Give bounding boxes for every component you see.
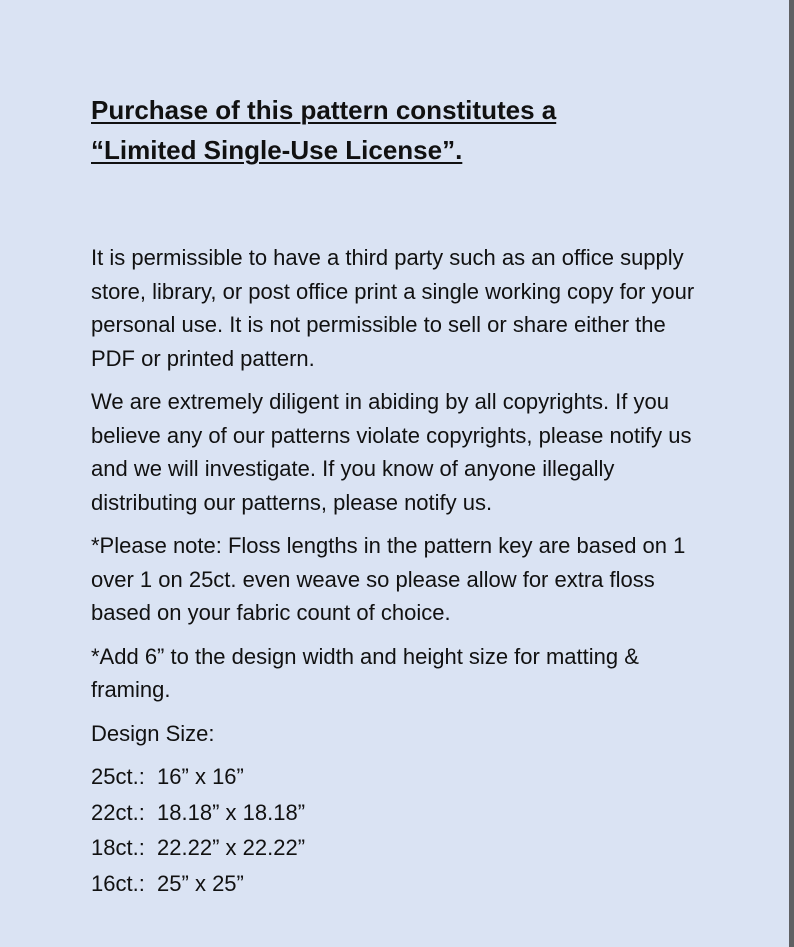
design-dimensions: 25” x 25” [157, 870, 244, 896]
license-heading [91, 90, 711, 170]
design-size-label: Design Size: [91, 720, 215, 746]
design-dimensions: 18.18” x 18.18” [157, 799, 306, 825]
page-edge-shadow [789, 0, 794, 947]
design-size-row [91, 867, 711, 901]
fabric-count: 18ct.: [91, 835, 145, 860]
fabric-count: 22ct.: [91, 799, 145, 825]
design-dimensions: 22.22” x 22.22” [157, 835, 306, 860]
design-size-row [91, 760, 711, 794]
fabric-count: 25ct.: [91, 764, 145, 789]
license-heading-line-1: Purchase of this pattern constitutes a [91, 95, 557, 125]
print-permission-paragraph: It is permissible to have a third party such as an office supply store, library, or post office print a single working copy for your personal use. It is not permissible to sell or share either the PDF or printed pattern. [91, 245, 695, 371]
design-size-row [91, 831, 711, 865]
floss-note-paragraph: *Please note: Floss lengths in the pattern key are based on 1 over 1 on 25ct. even weave so please allow for extra floss based on your fabric count of choice. [91, 533, 686, 625]
matting-note-paragraph: *Add 6” to the design width and height size for matting & framing. [91, 643, 639, 702]
fabric-count: 16ct.: [91, 870, 145, 896]
design-size-row [91, 796, 711, 830]
license-notice [91, 90, 711, 902]
design-dimensions: 16” x 16” [157, 764, 244, 789]
copyright-paragraph: We are extremely diligent in abiding by all copyrights. If you believe any of our patterns violate copyrights, please notify us and we will investigate. If you know of anyone illegally distributing our patterns, please notify us. [91, 389, 692, 515]
license-body [91, 241, 711, 900]
license-heading-line-2: “Limited Single-Use License”. [91, 135, 463, 165]
